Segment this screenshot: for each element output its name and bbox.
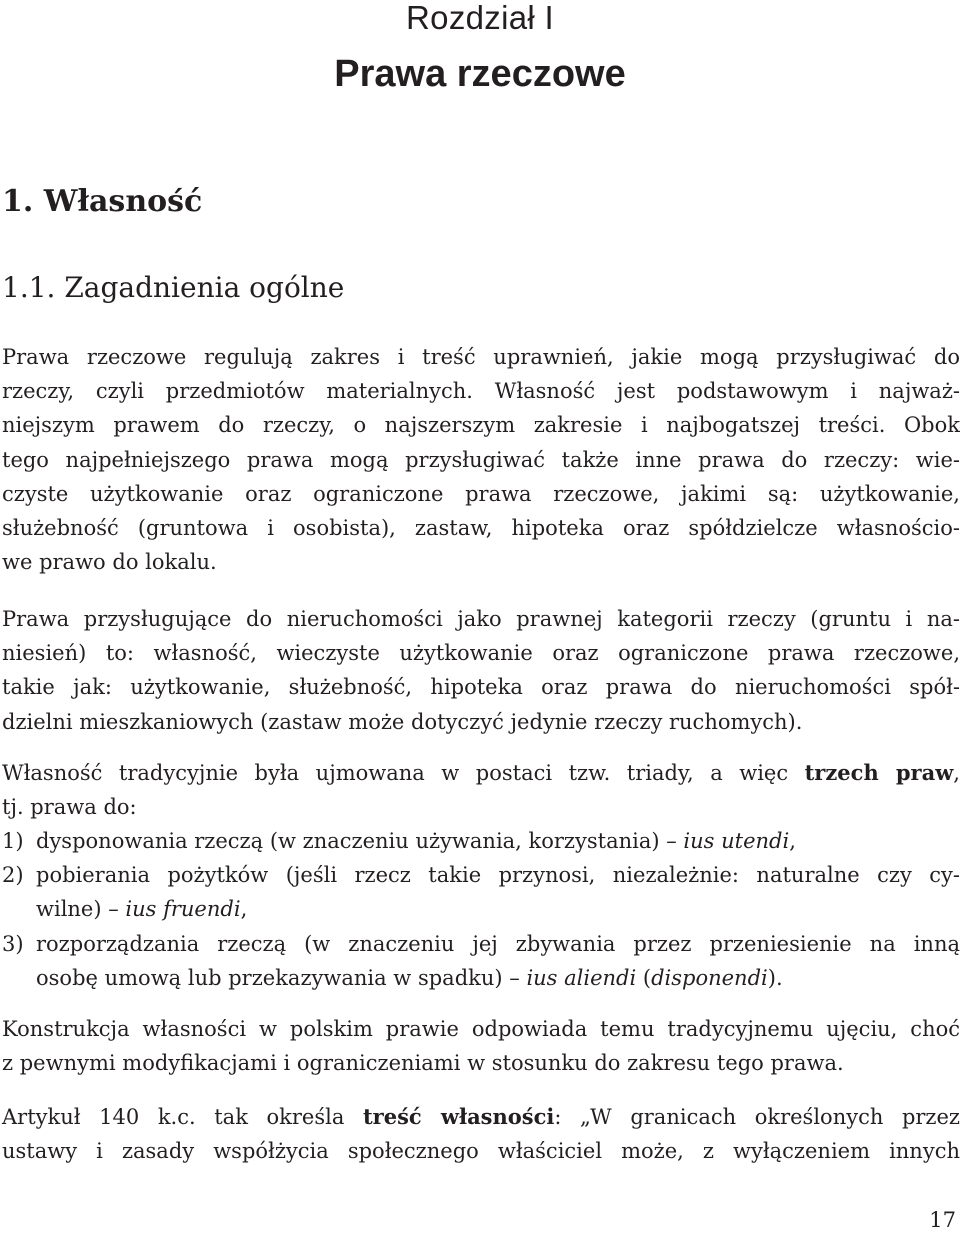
page-number: 17 xyxy=(929,1208,956,1232)
paragraph-line: Prawa rzeczowe regulują zakres i treść uprawnień, jakie mogą przysługiwać do xyxy=(2,345,960,369)
text-run: : „W granicach określonych przez xyxy=(554,1105,960,1129)
paragraph-line: niesień) to: własność, wieczyste użytkowanie oraz ograniczone prawa rzeczowe, xyxy=(2,641,960,666)
paragraph-line xyxy=(2,1100,960,1134)
paragraph-line: rzeczy, czyli przedmiotów materialnych. Własność jest podstawowym i najważ- xyxy=(2,379,960,404)
paragraph-line: we prawo do lokalu. xyxy=(2,550,217,575)
paragraph-line: z pewnymi modyfikacjami i ograniczeniami w stosunku do zakresu tego prawa. xyxy=(2,1051,844,1076)
list-line xyxy=(36,892,960,926)
paragraph-line: takie jak: użytkowanie, służebność, hipoteka oraz prawa do nieruchomości spół- xyxy=(2,675,960,700)
chapter-title: Prawa rzeczowe xyxy=(334,53,626,95)
rights-list xyxy=(2,824,960,995)
list-line: pobierania pożytków (jeśli rzecz takie przynosi, niezależnie: naturalne czy cy- xyxy=(36,863,960,888)
text-run: , xyxy=(789,829,796,853)
chapter-label: Rozdział I xyxy=(406,0,554,36)
latin-term: ius aliendi xyxy=(526,965,637,990)
paragraph-line: ustawy i zasady współżycia społecznego właściciel może, z wyłączeniem innych xyxy=(2,1139,960,1164)
paragraph-line: tego najpełniejszego prawa mogą przysługiwać także inne prawa do rzeczy: wie- xyxy=(2,447,960,472)
subsection-heading: 1.1. Zagadnienia ogólne xyxy=(2,271,345,304)
paragraph-line: Konstrukcja własności w polskim prawie odpowiada temu tradycyjnemu ujęciu, choć xyxy=(2,1017,960,1041)
list-number: 1) xyxy=(2,829,24,853)
latin-term: ius fruendi xyxy=(125,897,241,922)
text-run: Artykuł 140 k.c. tak określa xyxy=(2,1105,363,1129)
text-run: , xyxy=(240,897,248,922)
text-run: Własność tradycyjnie była ujmowana w postaci tzw. triady, a więc xyxy=(2,761,805,785)
bold-term: treść własności xyxy=(362,1104,555,1129)
latin-term: ius utendi xyxy=(683,829,790,853)
paragraph-line: Prawa przysługujące do nieruchomości jako prawnej kategorii rzeczy (gruntu i na- xyxy=(2,607,960,631)
section-heading: 1. Własność xyxy=(2,184,203,219)
paragraph-line: służebność (gruntowa i osobista), zastaw, hipoteka oraz spółdzielcze własnościo- xyxy=(2,516,960,541)
paragraph-4 xyxy=(2,1012,960,1080)
paragraph-5 xyxy=(2,1100,960,1168)
paragraph-1 xyxy=(2,340,960,579)
list-number: 3) xyxy=(2,931,24,956)
paragraph-2 xyxy=(2,602,960,739)
list-item xyxy=(2,927,960,995)
list-number: 2) xyxy=(2,863,24,888)
text-run: dysponowania rzeczą (w znaczeniu używania, korzystania) – xyxy=(36,829,684,853)
text-run: ( xyxy=(636,965,652,990)
list-line: rozporządzania rzeczą (w znaczeniu jej zbywania przez przeniesienie na inną xyxy=(36,931,960,956)
paragraph-line: niejszym prawem do rzeczy, o najszerszym zakresie i najbogatszej treści. Obok xyxy=(2,413,960,438)
paragraph-line: czyste użytkowanie oraz ograniczone prawa rzeczowe, jakimi są: użytkowanie, xyxy=(2,481,960,506)
paragraph-3 xyxy=(2,756,960,824)
text-run: osobę umową lub przekazywania w spadku) – xyxy=(36,965,527,990)
list-line xyxy=(36,961,960,995)
latin-term: disponendi xyxy=(651,965,768,990)
text-run: ). xyxy=(767,965,783,990)
paragraph-line: tj. prawa do: xyxy=(2,795,137,820)
paragraph-line: dzielni mieszkaniowych (zastaw może dotyczyć jedynie rzeczy ruchomych). xyxy=(2,709,803,734)
list-item xyxy=(2,858,960,926)
text-run: wilne) – xyxy=(36,897,126,922)
list-line xyxy=(36,824,960,858)
paragraph-line xyxy=(2,756,960,790)
text-run: , xyxy=(953,761,960,785)
list-item xyxy=(2,824,960,858)
bold-term: trzech praw xyxy=(804,760,954,785)
